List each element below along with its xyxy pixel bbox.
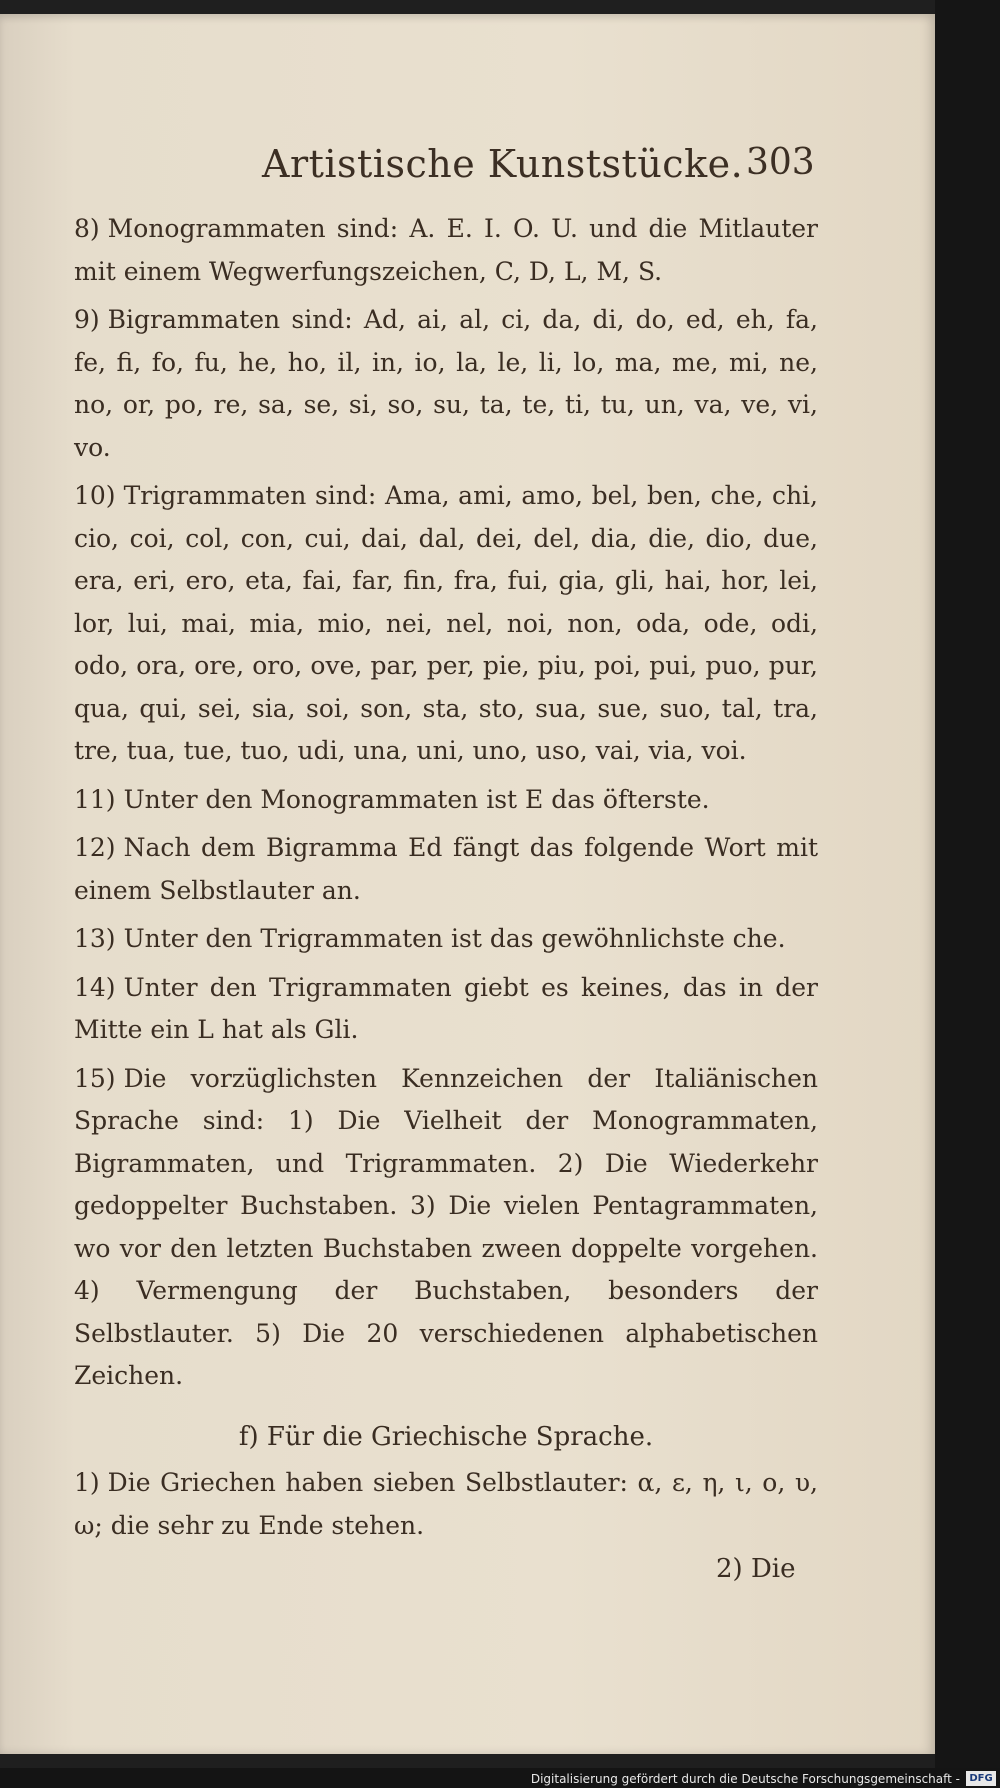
section-heading: f) Für die Griechische Sprache.: [238, 1421, 654, 1452]
item-number: 14): [74, 972, 116, 1002]
paragraph-15: [74, 1058, 818, 1398]
paragraph-8: [74, 208, 818, 293]
page-number: 303: [746, 142, 815, 183]
paragraph-text: Bigrammaten sind: Ad, ai, al, ci, da, di, do, ed, eh, fa, fe, fi, fo, fu, he, ho, il, in, io, la, le, li, lo, ma, me, mi, ne, no, or, po, re, sa, se, si, so, su, ta, te, ti, tu, un, va, ve, vi, vo.: [74, 305, 818, 462]
paragraph-13: [74, 918, 818, 961]
paragraph-text: Die vorzüglichsten Kennzeichen der Italiänischen Sprache sind: 1) Die Vielheit der Monogrammaten, Bigrammaten, und Trigrammaten. 2) Die Wiederkehr gedoppelter Buchstaben. 3) Die vielen Pentagrammaten, wo vor den letzten Buchstaben zween doppelte vorgehen. 4) Vermengung der Buchstaben, besonders der Selbstlauter. 5) Die 20 verschiedenen alphabetischen Zeichen.: [74, 1063, 818, 1390]
item-number: 12): [74, 833, 116, 862]
page-header: [0, 142, 935, 202]
paragraph-text: Trigrammaten sind: Ama, ami, amo, bel, ben, che, chi, cio, coi, col, con, cui, dai, dal, dei, del, dia, die, dio, due, era, eri, ero, eta, fai, far, fin, fra, fui, gia, gli, hai, hor, lei, lor, lui, mai, mia, mio, nei, nel, noi, non, oda, ode, odi, odo, ora, ore, oro, ove, par, per, pie, piu, poi, pui, puo, pur, qua, qui, sei, sia, soi, son, sta, sto, sua, sue, suo, tal, tra, tre, tua, tue, tuo, udi, una, uni, uno, uso, vai, via, voi.: [74, 481, 818, 765]
scan-background: [935, 0, 1000, 1788]
paragraph-text: Unter den Trigrammaten giebt es keines, das in der Mitte ein L hat als Gli.: [74, 972, 818, 1044]
catchword: 2) Die: [716, 1554, 796, 1584]
paragraph-14: [74, 967, 818, 1052]
dfg-logo: DFG: [966, 1771, 996, 1786]
paragraph-10: [74, 475, 818, 773]
footer-bar: [0, 1768, 1000, 1788]
paragraph-9: [74, 299, 818, 469]
item-number: 8): [74, 214, 100, 243]
paragraph-text: Unter den Trigrammaten ist das gewöhnlichste che.: [123, 924, 786, 953]
item-number: 1): [74, 1468, 100, 1497]
body-text: [74, 208, 818, 1553]
item-number: 11): [74, 784, 116, 814]
footer-credit: Digitalisierung gefördert durch die Deutsche Forschungsgemeinschaft -: [530, 1772, 960, 1786]
paragraph-text: Die Griechen haben sieben Selbstlauter: α, ε, η, ι, ο, υ, ω; die sehr zu Ende stehen.: [74, 1468, 818, 1540]
paragraph-text: Unter den Monogrammaten ist E das öfterste.: [123, 784, 710, 814]
paragraph-text: Nach dem Bigramma Ed fängt das folgende Wort mit einem Selbstlauter an.: [74, 833, 818, 905]
item-number: 9): [74, 305, 100, 334]
running-title: Artistische Kunststücke.: [262, 142, 744, 186]
book-page: [0, 14, 935, 1754]
item-number: 13): [74, 924, 116, 953]
paragraph-text: Monogrammaten sind: A. E. I. O. U. und die Mitlauter mit einem Wegwerfungszeichen, C, D, L, M, S.: [74, 214, 818, 286]
greek-paragraph: [74, 1462, 818, 1547]
item-number: 10): [74, 481, 116, 510]
paragraph-12: [74, 827, 818, 912]
item-number: 15): [74, 1063, 116, 1093]
paragraph-11: [74, 779, 818, 822]
